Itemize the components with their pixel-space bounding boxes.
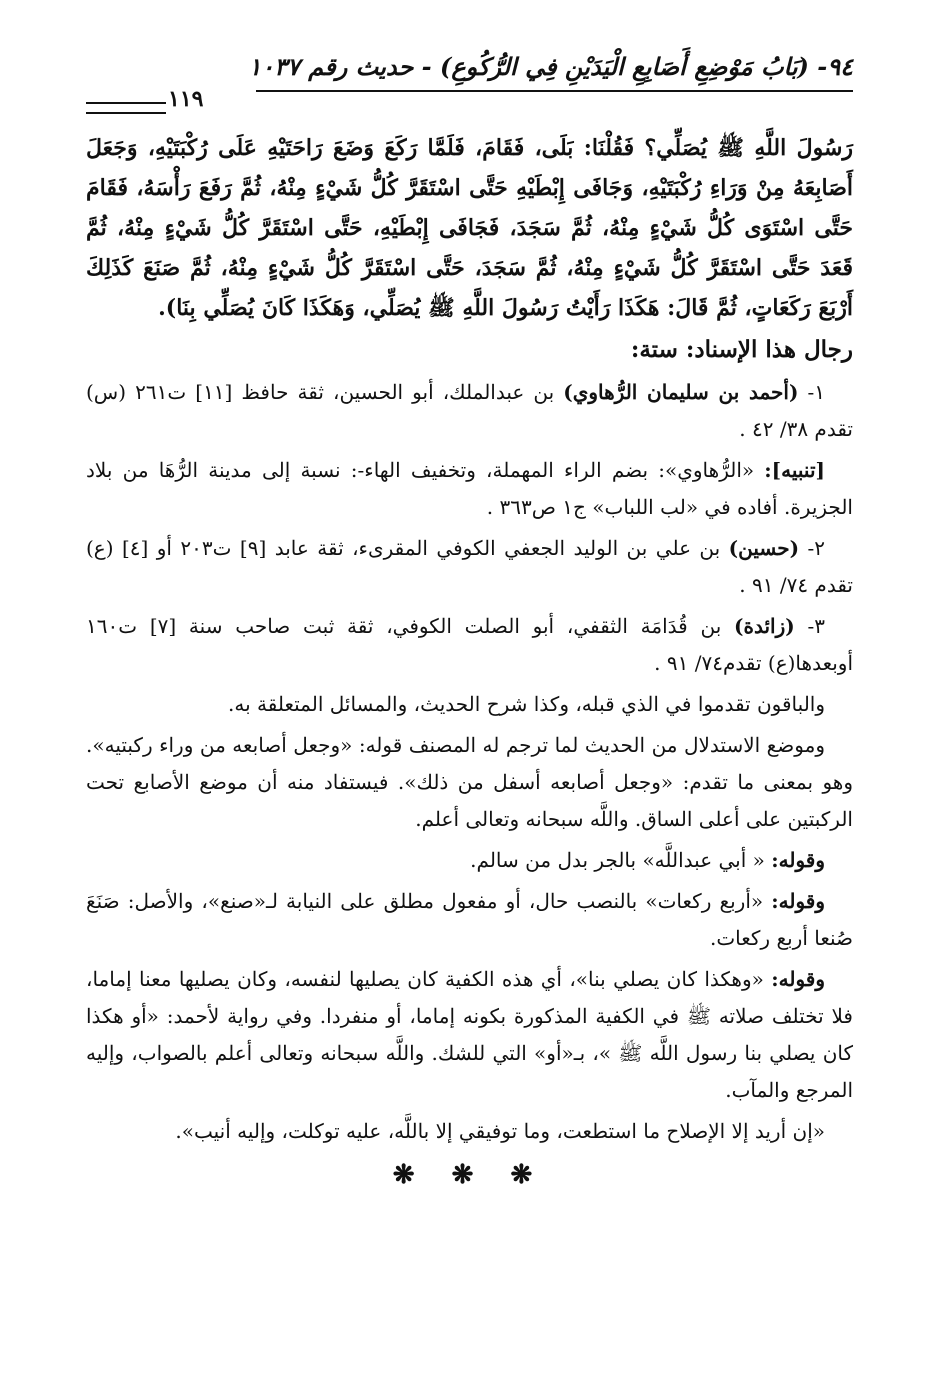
evidence-paragraph: وموضع الاستدلال من الحديث لما ترجم له المصنف قوله: «وجعل أصابعه من وراء ركبتيه». وهو بمعنى ما تقدم: «وجعل أصابعه أسفل من ذلك». فيستفاد منه أن موضع الأصابع تحت الركبتين على أعلى الساق. واللَّه سبحانه وتعالى أعلم.: [86, 733, 853, 831]
narrator-2-name: (حسين): [728, 536, 800, 560]
commentary-1: [86, 842, 853, 879]
narrator-3-number: ٣-: [794, 614, 825, 638]
commentary-3: [86, 961, 853, 1109]
chapter-title: ٩٤- (بَابُ مَوْضِعِ أَصَابِعِ الْيَدَيْنِ فِي الرُّكُوعِ) - حديث رقم ١٠٣٧: [248, 52, 853, 81]
page-number: ١١٩: [168, 86, 204, 112]
narrator-2-details: بن علي بن الوليد الجعفي الكوفي المقرىء، ثقة عابد [٩] ت٢٠٣ أو [٤] (ع) تقدم ٧٤/ ٩١ .: [86, 536, 853, 597]
narrator-3-details: بن قُدَامَة الثقفي، أبو الصلت الكوفي، ثقة ثبت صاحب سنة [٧] ت١٦٠ أوبعدها(ع) تقدم٧٤/ ٩١ .: [86, 614, 853, 675]
page-number-rule: [86, 102, 166, 114]
narrator-2: [86, 530, 853, 604]
closing-quote: «إن أريد إلا الإصلاح ما استطعت، وما توفيقي إلا باللَّه، عليه توكلت، وإليه أنيب».: [175, 1119, 825, 1143]
narrator-1-details: بن عبدالملك، أبو الحسين، ثقة حافظ [١١] ت٢٦١ (س) تقدم ٣٨/ ٤٢ .: [86, 380, 853, 441]
page-header: [86, 52, 853, 116]
note-text: «الرُّهاوي»: بضم الراء المهملة، وتخفيف الهاء-: نسبة إلى مدينة الرُّهَا من بلاد الجزيرة. أفاده في «لب اللباب» ج١ ص٣٦٣ .: [86, 458, 853, 519]
book-page: [86, 52, 853, 1375]
commentary-2-text: «أربع ركعات» بالنصب حال، أو مفعول مطلق على النيابة لـ«صنع»، والأصل: صَنَعَ صُنعا أربع ركعات.: [86, 889, 853, 950]
remaining-narrators-paragraph: والباقون تقدموا في الذي قبله، وكذا شرح الحديث، والمسائل المتعلقة به.: [228, 692, 825, 716]
narrators-heading: رجال هذا الإسناد: ستة:: [630, 336, 853, 363]
narrator-1: [86, 374, 853, 448]
narrator-3-name: (زائدة): [734, 614, 795, 638]
note-paragraph: [86, 452, 853, 526]
narrator-1-name: (أحمد بن سليمان الرُّهاوي): [563, 380, 799, 404]
narrator-3: [86, 608, 853, 682]
header-rule: [256, 90, 853, 92]
commentary-2: [86, 883, 853, 957]
commentary-1-label: وقوله:: [771, 848, 825, 872]
commentary-3-text: «وهكذا كان يصلي بنا»، أي هذه الكفية كان يصليها لنفسه، وكان يصليها معنا إماما، فلا تختلف صلاته ﷺ في الكفية المذكورة بكونه إماما، أو منفردا. وفي رواية لأحمد: «أو هكذا كان يصلي بنا رسول اللَّه ﷺ »، بـ«أو» التي للشك. واللَّه سبحانه وتعالى أعلم بالصواب، وإليه المرجع والمآب.: [86, 967, 853, 1102]
narrator-1-number: ١-: [798, 380, 825, 404]
note-label: [تنبيه]:: [764, 458, 825, 482]
commentary-3-label: وقوله:: [771, 967, 825, 991]
narrator-2-number: ٢-: [799, 536, 826, 560]
hadith-text: رَسُولَ اللَّهِ ﷺ يُصَلِّي؟ فَقُلْنَا: بَلَى، فَقَامَ، فَلَمَّا رَكَعَ وَضَعَ رَاحَتَيْهِ عَلَى رُكْبَتَيْهِ، وَجَعَلَ أَصَابِعَهُ مِنْ وَرَاءِ رُكْبَتَيْهِ، وَجَافَى إِبْطَيْهِ حَتَّى اسْتَقَرَّ كُلُّ شَيْءٍ مِنْهُ، ثُمَّ رَفَعَ رَأْسَهُ، فَقَامَ حَتَّى اسْتَوَى كُلُّ شَيْءٍ مِنْهُ، ثُمَّ سَجَدَ، فَجَافَى إِبْطَيْهِ، حَتَّى اسْتَقَرَّ كُلُّ شَيْءٍ مِنْهُ، ثُمَّ قَعَدَ حَتَّى اسْتَقَرَّ كُلُّ شَيْءٍ مِنْهُ، ثُمَّ سَجَدَ، حَتَّى اسْتَقَرَّ كُلُّ شَيْءٍ مِنْهُ، ثُمَّ صَنَعَ كَذَلِكَ أَرْبَعَ رَكَعَاتٍ، ثُمَّ قَالَ: هَكَذَا رَأَيْتُ رَسُولَ اللَّهِ ﷺ يُصَلِّي، وَهَكَذَا كَانَ يُصَلِّي بِنَا).: [86, 135, 854, 321]
commentary-2-label: وقوله:: [771, 889, 825, 913]
commentary-1-text: « أبي عبداللَّه» بالجر بدل من سالم.: [470, 848, 772, 872]
section-end-ornament: ❋ ❋ ❋: [392, 1160, 547, 1190]
